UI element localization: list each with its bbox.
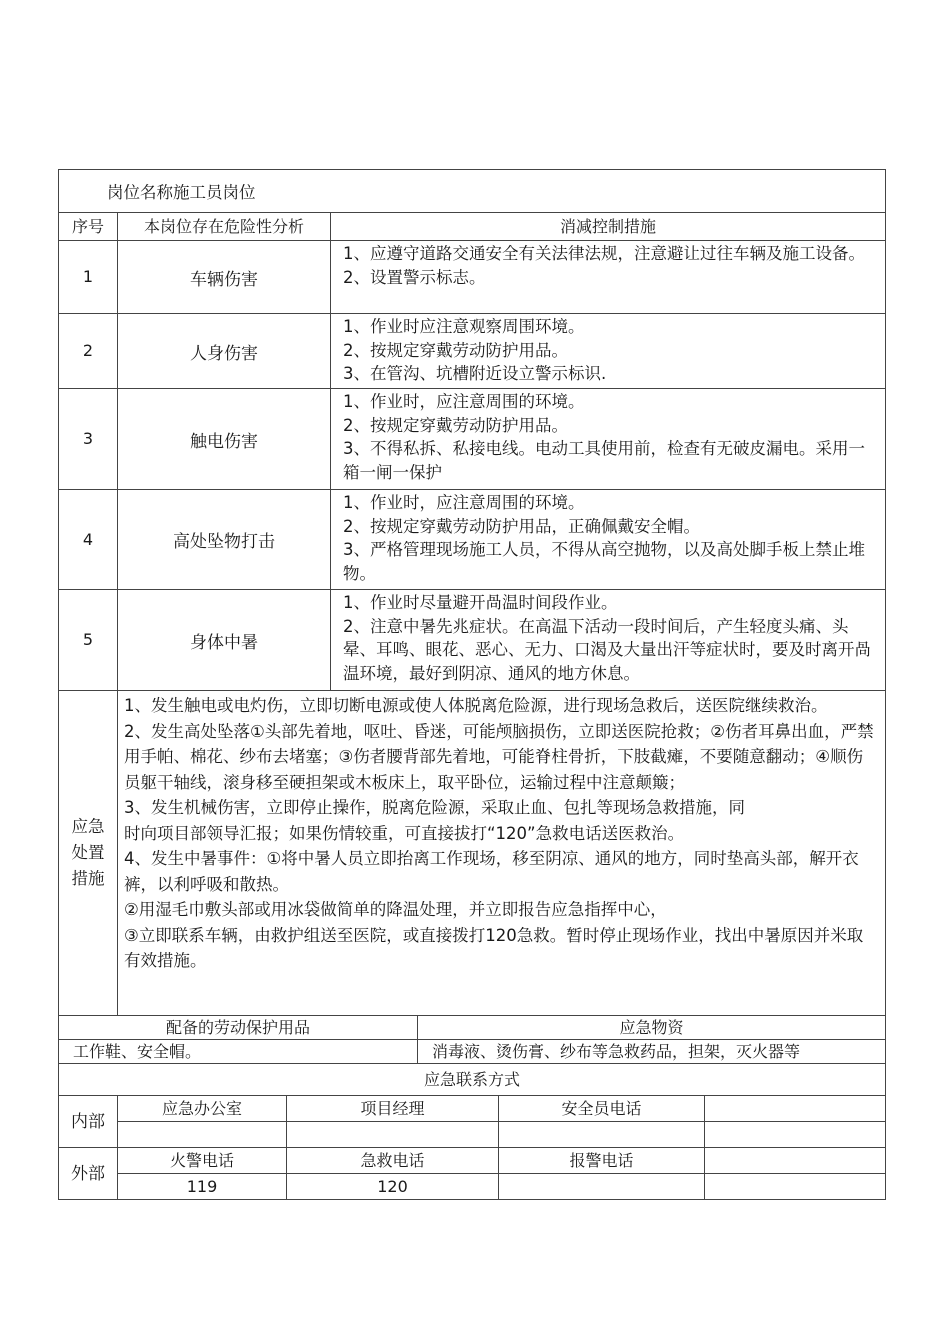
measures-cell <box>331 389 885 489</box>
internal-value-cell <box>499 1122 705 1147</box>
police-number <box>499 1174 705 1199</box>
table-row <box>59 314 885 389</box>
measure-line: 2、按规定穿戴劳动防护用品，正确佩戴安全帽。 <box>343 516 700 536</box>
external-col-police: 报警电话 <box>499 1148 705 1173</box>
supplies-header: 应急物资 <box>619 1017 684 1037</box>
contacts-header-row <box>59 1064 885 1096</box>
ppe-header: 配备的劳动保护用品 <box>59 1016 418 1039</box>
emergency-item: 3、发生机械伤害，立即停止操作，脱离危险源，采取止血、包扎等现场急救措施，同 <box>124 798 745 817</box>
risk-name: 触电伤害 <box>118 389 331 489</box>
ambulance-number: 120 <box>287 1174 499 1199</box>
table-row <box>59 389 885 490</box>
measure-line: 3、严格管理现场施工人员，不得从高空抛物，以及高处脚手板上禁止堆物。 <box>343 540 865 583</box>
measure-line: 1、作业时尽量避开咼温时间段作业。 <box>343 593 618 612</box>
internal-contacts-row <box>59 1096 885 1148</box>
measures-cell <box>331 590 885 690</box>
internal-col-office: 应急办公室 <box>118 1096 287 1121</box>
emergency-label: 应急处置措施 <box>59 691 118 1015</box>
header-measures: 消减控制措施 <box>559 216 656 236</box>
internal-col-extra <box>705 1096 885 1121</box>
external-col-ambulance: 急救电话 <box>287 1148 499 1173</box>
internal-col-manager: 项目经理 <box>287 1096 499 1121</box>
external-label: 外部 <box>59 1148 118 1199</box>
measure-line: 2、按规定穿戴劳动防护用品。 <box>343 340 568 360</box>
equipment-value-row <box>59 1040 885 1064</box>
measures-cell <box>331 314 885 388</box>
row-number: 4 <box>59 490 118 589</box>
row-number: 2 <box>59 314 118 388</box>
risk-name: 车辆伤害 <box>118 241 331 313</box>
internal-value-line <box>118 1122 885 1147</box>
safety-table <box>58 169 886 1200</box>
internal-col-safety: 安全员电话 <box>499 1096 705 1121</box>
measure-line: 2、注意中暑先兆症状。在高温下活动一段时间后，产生轻度头痛、头晕、耳鸣、眼花、恶心、无力、口渴及大量出汗等症状时，要及时离开咼温环境，最好到阴凉、通风的地方休息。 <box>343 616 871 683</box>
emergency-item: 1、发生触电或电灼伤，立即切断电源或使人体脱离危险源，进行现场急救后，送医院继续救治。 <box>124 696 828 715</box>
page-title: 岗位名称施工员岗位 <box>107 183 256 202</box>
external-header-line <box>118 1148 885 1174</box>
external-extra-value <box>705 1174 885 1199</box>
internal-grid <box>118 1096 885 1147</box>
measures-cell <box>331 490 885 589</box>
contacts-header: 应急联系方式 <box>423 1069 520 1089</box>
header-risk: 本岗位存在危险性分析 <box>118 213 331 240</box>
measures-cell <box>331 241 885 313</box>
header-no: 序号 <box>59 213 118 240</box>
risk-name: 人身伤害 <box>118 314 331 388</box>
internal-value-cell <box>705 1122 885 1147</box>
measure-line: 1、应遵守道路交通安全有关法律法规，注意避让过往车辆及施工设备。 <box>343 244 865 263</box>
measure-line: 3、在管沟、坑槽附近设立警示标识. <box>343 364 607 383</box>
external-contacts-row <box>59 1148 885 1199</box>
table-row <box>59 241 885 314</box>
emergency-item: ②用湿毛巾敷头部或用冰袋做简单的降温处理，并立即报告应急指挥中心， <box>124 900 667 919</box>
measure-line: 1、作业时应注意观察周围环境。 <box>343 317 585 336</box>
title-row <box>59 170 885 213</box>
risk-name: 高处坠物打击 <box>118 490 331 589</box>
internal-value-cell <box>287 1122 499 1147</box>
row-number: 1 <box>59 241 118 313</box>
risk-name: 身体中暑 <box>118 590 331 690</box>
internal-header-line <box>118 1096 885 1122</box>
measure-line: 3、不得私拆、私接电线。电动工具使用前，检查有无破皮漏电。采用一箱一闸一保护 <box>343 439 865 482</box>
measure-line: 2、设置警示标志。 <box>343 267 486 287</box>
row-number: 3 <box>59 389 118 489</box>
external-col-fire: 火警电话 <box>118 1148 287 1173</box>
ppe-value: 工作鞋、安全帽。 <box>59 1040 418 1063</box>
emergency-item: 时向项目部领导汇报；如果伤情较重，可直接拔打“120”急救电话送医救治。 <box>124 823 685 843</box>
table-row <box>59 490 885 590</box>
table-row <box>59 590 885 691</box>
measure-line: 2、按规定穿戴劳动防护用品。 <box>343 415 568 435</box>
emergency-item: ③立即联系车辆，由救护组送至医院，或直接拨打120急救。暂时停止现场作业，找出中暑原因并米取有效措施。 <box>124 925 864 970</box>
emergency-measures <box>118 691 885 1015</box>
external-value-line <box>118 1174 885 1199</box>
internal-value-cell <box>118 1122 287 1147</box>
emergency-item: 4、发生中暑事件：①将中暑人员立即抬离工作现场，移至阴凉、通风的地方，同时垫高头部，解开衣裤，以利呼吸和散热。 <box>124 849 859 894</box>
internal-label: 内部 <box>59 1096 118 1147</box>
fire-number: 119 <box>118 1174 287 1199</box>
external-grid <box>118 1148 885 1199</box>
measure-line: 1、作业时，应注意周围的环境。 <box>343 493 585 512</box>
emergency-item: 2、发生高处坠落①头部先着地，呕吐、昏迷，可能颅脑损伤，立即送医院抢救；②伤者耳鼻出血，严禁用手帕、棉花、纱布去堵塞；③伤者腰背部先着地，可能脊柱骨折，下肢截瘫，不要随意翻动；④顺伤员躯干轴线，滚身移至硬担架或木板床上，取平卧位，运输过程中注意颠簸； <box>124 721 874 792</box>
measure-line: 1、作业时，应注意周围的环境。 <box>343 392 585 411</box>
supplies-value: 消毒液、烫伤膏、纱布等急救药品，担架，灭火器等 <box>432 1041 801 1061</box>
external-col-extra <box>705 1148 885 1173</box>
emergency-row <box>59 691 885 1016</box>
header-row <box>59 213 885 241</box>
equipment-header-row <box>59 1016 885 1040</box>
row-number: 5 <box>59 590 118 690</box>
